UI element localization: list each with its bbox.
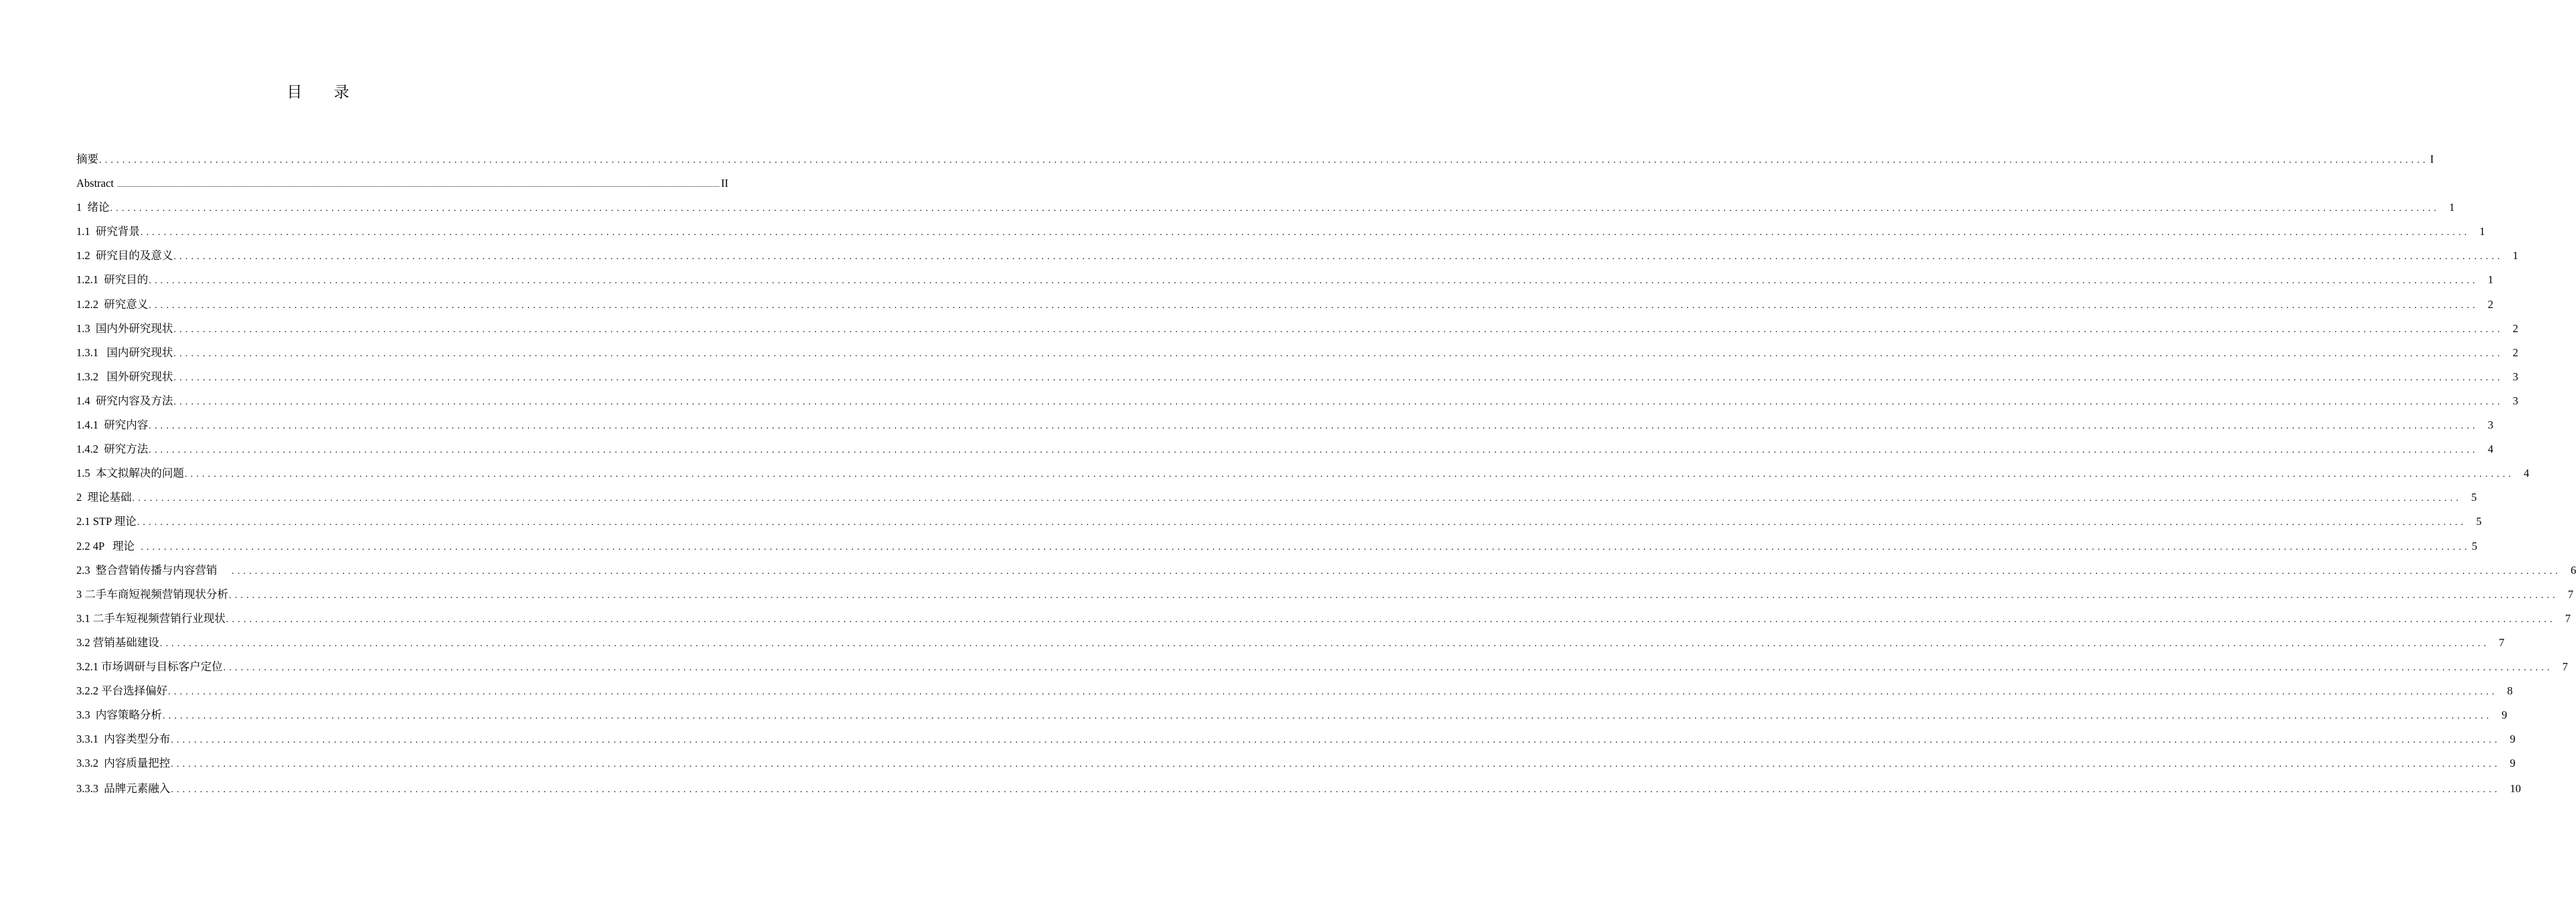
toc-entry[interactable] — [76, 706, 2508, 730]
toc-entry[interactable] — [76, 682, 2513, 706]
toc-entry-page-number: 2 — [2488, 297, 2494, 311]
toc-entry-page-number: 5 — [2471, 491, 2477, 504]
toc-leader-dots: ................................................................................................................................................................................................................................................................................................................................................................................................................ — [226, 614, 2556, 625]
toc-leader-dots: ................................................................................................................................................................................................................................................................................................................................................................................................................ — [99, 155, 2429, 165]
toc-entry-label: 3.2.1 市场调研与目标客户定位 — [76, 660, 223, 673]
toc-entry-page-number: 7 — [2498, 635, 2504, 649]
toc-leader-dots: ................................................................................................................................................................................................................................................................................................................................................................................................................ — [173, 324, 2504, 335]
toc-entry-page-number: 9 — [2510, 757, 2516, 770]
toc-entry-page-number: 6 — [2571, 563, 2576, 577]
toc-leader-dots: ................................................................................................................................................................................................................................................................................................................................................................................................................ — [141, 542, 2471, 552]
toc-leader-dots: ................................................................................................................................................................................................................................................................................................................................................................................................................ — [173, 396, 2504, 407]
toc-entry[interactable] — [76, 464, 2530, 488]
toc-entry-page-number: 1 — [2488, 273, 2494, 287]
toc-entry-label: 3.2.2 平台选择偏好 — [76, 684, 168, 698]
toc-entry[interactable] — [76, 368, 2518, 392]
toc-entry-label: 3.3.3 品牌元素融入 — [76, 782, 171, 796]
toc-entry[interactable] — [76, 440, 2494, 464]
toc-leader-dots: ................................................................................................................................................................................................................................................................................................................................................................................................................ — [171, 759, 2501, 770]
toc-entry[interactable] — [76, 344, 2518, 368]
toc-leader-dots: ................................................................................................................................................................................................................................................................................................................................................................................................................ — [149, 276, 2479, 287]
toc-entry-label: 1.1 研究背景 — [76, 225, 140, 238]
toc-entry-label: 2.1 STP 理论 — [76, 515, 137, 528]
toc-entry-page-number: 3 — [2488, 419, 2494, 432]
toc-entry[interactable] — [76, 222, 2486, 246]
toc-entry[interactable] — [76, 658, 2568, 682]
toc-entry-label: 3.1 二手车短视频营销行业现状 — [76, 611, 226, 625]
toc-leader-dots: ................................................................................................................................................................................................................................................................................................................................................................................................................ — [232, 566, 2561, 577]
toc-entry-label: 2.2 4P 理论 — [76, 539, 141, 552]
toc-leader-dots: ................................................................................................................................................................................................................................................................................................................................................................................................................ — [149, 300, 2479, 311]
toc-entry[interactable] — [76, 537, 2478, 561]
toc-entry-label: 2 理论基础 — [76, 491, 132, 504]
toc-entry[interactable] — [76, 609, 2571, 633]
toc-entry-label: 1.4.2 研究方法 — [76, 443, 149, 456]
toc-entry-page-number: 3 — [2512, 370, 2518, 383]
toc-leader-dots: ................................................................................................................................................................................................................................................................................................................................................................................................................ — [184, 469, 2514, 480]
toc-entry[interactable] — [76, 150, 2434, 174]
toc-entry-label: 2.3 整合营销传播与内容营销 — [76, 563, 231, 577]
toc-entry[interactable] — [76, 779, 2521, 806]
toc-entry-label: 摘要 — [76, 153, 98, 165]
toc-entry[interactable] — [76, 246, 2518, 271]
toc-entry-label: 1.3.1 国内研究现状 — [76, 346, 173, 359]
toc-leader-dots: ................................................................................................................................................................................................................................................................................................................................................................................................................ — [171, 785, 2501, 796]
toc-entry-label: Abstract — [76, 177, 117, 190]
toc-entry-page-number: 9 — [2510, 733, 2516, 746]
page-title: 目 录 — [287, 84, 363, 101]
toc-entry-page-number: 3 — [2512, 394, 2518, 407]
toc-entry[interactable] — [76, 633, 2504, 658]
toc-leader-dots: ................................................................................................................................................................................................................................................................................................................................................................................................................ — [117, 181, 720, 189]
toc-entry-label: 1.4.1 研究内容 — [76, 419, 149, 432]
toc-entry-page-number: 4 — [2523, 467, 2530, 480]
toc-leader-dots: ................................................................................................................................................................................................................................................................................................................................................................................................................ — [140, 228, 2470, 238]
toc-entry-page-number: 2 — [2512, 321, 2518, 335]
toc-entry-page-number: 1 — [2449, 201, 2455, 214]
toc-entry-label: 3.3 内容策略分析 — [76, 708, 162, 722]
toc-entry[interactable] — [76, 392, 2518, 416]
toc-entry-page-number: 7 — [2562, 660, 2568, 673]
toc-entry-page-number: 5 — [2476, 515, 2482, 528]
toc-entry[interactable] — [76, 488, 2477, 512]
toc-entry-page-number: 7 — [2567, 587, 2574, 601]
toc-entry-label: 1.2.1 研究目的 — [76, 273, 149, 287]
toc-entry-label: 1.5 本文拟解决的问题 — [76, 467, 184, 480]
toc-entry-label: 3.3.1 内容类型分布 — [76, 733, 171, 746]
toc-entry-page-number: 8 — [2507, 684, 2513, 698]
toc-entry-label: 3.3.2 内容质量把控 — [76, 757, 171, 770]
toc-leader-dots: ................................................................................................................................................................................................................................................................................................................................................................................................................ — [137, 518, 2467, 528]
toc-entry-label: 3 二手车商短视频营销现状分析 — [76, 587, 228, 601]
toc-entry[interactable] — [76, 198, 2455, 222]
toc-entry[interactable] — [76, 561, 2576, 585]
toc-entry-label: 1.2 研究目的及意义 — [76, 249, 173, 262]
toc-entry[interactable] — [76, 271, 2494, 295]
toc-entry-page-number: I — [2430, 153, 2434, 165]
toc-entry-label: 3.2 营销基础建设 — [76, 635, 159, 649]
toc-leader-dots: ................................................................................................................................................................................................................................................................................................................................................................................................................ — [228, 590, 2559, 601]
toc-entry-page-number: 10 — [2510, 782, 2521, 796]
toc-leader-dots: ................................................................................................................................................................................................................................................................................................................................................................................................................ — [173, 252, 2504, 262]
toc-leader-dots: ................................................................................................................................................................................................................................................................................................................................................................................................................ — [149, 421, 2479, 432]
toc-entry-page-number: 7 — [2565, 611, 2571, 625]
toc-entry[interactable] — [76, 754, 2516, 778]
toc-entry[interactable] — [76, 416, 2494, 440]
toc-entry[interactable] — [76, 295, 2494, 319]
toc-entry-page-number: 1 — [2479, 225, 2486, 238]
toc-leader-dots: ................................................................................................................................................................................................................................................................................................................................................................................................................ — [223, 662, 2553, 673]
toc-entry-label: 1.3 国内外研究现状 — [76, 321, 173, 335]
toc-entry[interactable] — [76, 512, 2482, 536]
toc-entry-page-number: 4 — [2488, 443, 2494, 456]
toc-leader-dots: ................................................................................................................................................................................................................................................................................................................................................................................................................ — [173, 372, 2504, 383]
toc-leader-dots: ................................................................................................................................................................................................................................................................................................................................................................................................................ — [171, 735, 2501, 746]
toc-entry[interactable] — [76, 319, 2518, 344]
toc-leader-dots: ................................................................................................................................................................................................................................................................................................................................................................................................................ — [173, 348, 2504, 359]
toc-entry-page-number: 5 — [2472, 539, 2478, 552]
toc-entry-page-number: II — [721, 177, 729, 190]
toc-entry-label: 1 绪论 — [76, 201, 110, 214]
toc-leader-dots: ................................................................................................................................................................................................................................................................................................................................................................................................................ — [149, 445, 2479, 456]
toc-leader-dots: ................................................................................................................................................................................................................................................................................................................................................................................................................ — [168, 687, 2498, 698]
toc-entry-page-number: 9 — [2501, 708, 2508, 722]
toc-leader-dots: ................................................................................................................................................................................................................................................................................................................................................................................................................ — [162, 711, 2492, 722]
toc-entry-page-number: 1 — [2512, 249, 2518, 262]
toc-entry[interactable] — [76, 585, 2574, 609]
toc-entry-page-number: 2 — [2512, 346, 2518, 359]
toc-leader-dots: ................................................................................................................................................................................................................................................................................................................................................................................................................ — [159, 638, 2490, 649]
toc-leader-dots: ................................................................................................................................................................................................................................................................................................................................................................................................................ — [110, 204, 2440, 214]
toc-entry-label: 1.4 研究内容及方法 — [76, 394, 173, 407]
toc-entry-label: 1.3.2 国外研究现状 — [76, 370, 173, 383]
toc-entry-label: 1.2.2 研究意义 — [76, 297, 149, 311]
table-of-contents — [76, 150, 2576, 806]
toc-entry[interactable] — [76, 730, 2516, 754]
toc-leader-dots: ................................................................................................................................................................................................................................................................................................................................................................................................................ — [132, 494, 2462, 504]
toc-entry[interactable] — [76, 174, 729, 198]
